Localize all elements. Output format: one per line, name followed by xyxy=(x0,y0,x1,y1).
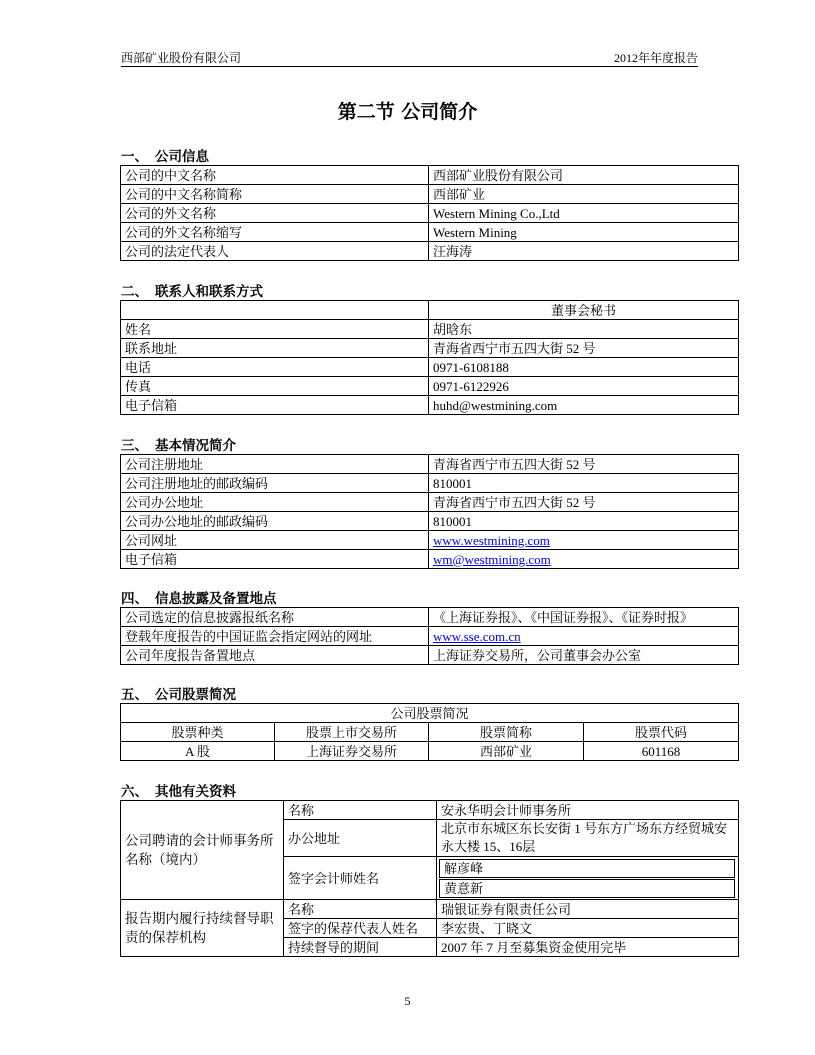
row-label: 姓名 xyxy=(121,320,429,339)
table-row xyxy=(121,377,739,396)
sponsor-period-label: 持续督导的期间 xyxy=(284,938,437,957)
row-value: 810001 xyxy=(429,474,739,493)
sse-link[interactable]: www.sse.com.cn xyxy=(433,628,521,644)
section-number: 一、 xyxy=(121,149,148,165)
row-value: 汪海涛 xyxy=(429,242,739,261)
row-label: 公司选定的信息披露报纸名称 xyxy=(121,608,429,627)
section-number: 三、 xyxy=(121,438,148,454)
column-header: 股票代码 xyxy=(584,723,739,742)
sponsor-label: 报告期内履行持续督导职责的保荐机构 xyxy=(121,900,284,957)
section-title: 公司信息 xyxy=(155,149,209,165)
table-row xyxy=(121,627,739,646)
header-report: 2012年年度报告 xyxy=(613,51,698,65)
page-number: 5 xyxy=(404,994,411,1008)
stock-exchange: 上海证券交易所 xyxy=(275,742,429,761)
table-row xyxy=(121,185,739,204)
row-value: 青海省西宁市五四大街 52 号 xyxy=(429,455,739,474)
section-title: 信息披露及备置地点 xyxy=(155,591,277,607)
sponsor-period: 2007 年 7 月至募集资金使用完毕 xyxy=(437,938,739,957)
row-value: 0971-6108188 xyxy=(429,358,739,377)
section-number: 四、 xyxy=(121,591,148,607)
stock-code: 601168 xyxy=(584,742,739,761)
contact-table xyxy=(120,300,739,415)
auditor-signer-label: 签字会计师姓名 xyxy=(284,857,437,900)
signer-name: 解彦峰 xyxy=(439,859,735,878)
table-header-row xyxy=(121,301,739,320)
table-caption-row xyxy=(121,704,739,723)
table-row xyxy=(121,493,739,512)
auditor-address-label: 办公地址 xyxy=(284,820,437,857)
empty-cell xyxy=(121,301,429,320)
table-caption: 公司股票简况 xyxy=(121,704,739,723)
row-value: 西部矿业股份有限公司 xyxy=(429,166,739,185)
section-heading-other xyxy=(121,780,236,800)
table-row xyxy=(121,339,739,358)
table-header-row xyxy=(121,723,739,742)
row-value: 上海证券交易所，公司董事会办公室 xyxy=(429,646,739,665)
auditor-label: 公司聘请的会计师事务所名称（境内） xyxy=(121,801,284,900)
auditor-name-label: 名称 xyxy=(284,801,437,820)
table-row xyxy=(121,320,739,339)
table-row xyxy=(121,512,739,531)
row-value: Western Mining xyxy=(429,223,739,242)
auditor-address: 北京市东城区东长安街 1 号东方广场东方经贸城安永大楼 15、16层 xyxy=(437,820,739,857)
row-value: 810001 xyxy=(429,512,739,531)
row-label: 联系地址 xyxy=(121,339,429,358)
row-value: 青海省西宁市五四大街 52 号 xyxy=(429,493,739,512)
page-header xyxy=(121,47,698,67)
other-info-table xyxy=(120,800,739,957)
row-value: 0971-6122926 xyxy=(429,377,739,396)
row-value: 西部矿业 xyxy=(429,185,739,204)
row-value: huhd@westmining.com xyxy=(429,396,739,415)
company-info-table xyxy=(120,165,739,261)
section-title: 公司股票简况 xyxy=(155,687,236,703)
sponsor-name-label: 名称 xyxy=(284,900,437,919)
section-heading-contact xyxy=(121,280,263,300)
row-value-cell xyxy=(429,531,739,550)
section-number: 六、 xyxy=(121,784,148,800)
row-value: 《上海证券报》、《中国证券报》、《证券时报》 xyxy=(429,608,739,627)
section-heading-basic-info xyxy=(121,434,236,454)
row-label: 公司的中文名称简称 xyxy=(121,185,429,204)
table-row xyxy=(121,531,739,550)
row-value-cell xyxy=(429,550,739,569)
row-label: 电话 xyxy=(121,358,429,377)
table-row xyxy=(121,646,739,665)
page-title: 第二节 公司简介 xyxy=(337,101,478,123)
sponsor-rep: 李宏贵、丁晓文 xyxy=(437,919,739,938)
row-value: 青海省西宁市五四大街 52 号 xyxy=(429,339,739,358)
table-row xyxy=(121,742,739,761)
row-label: 公司的外文名称 xyxy=(121,204,429,223)
column-header-secretary: 董事会秘书 xyxy=(429,301,739,320)
website-link[interactable]: www.westmining.com xyxy=(433,532,550,548)
section-heading-company-info xyxy=(121,145,209,165)
stock-type: A 股 xyxy=(121,742,275,761)
table-row xyxy=(121,474,739,493)
sponsor-rep-label: 签字的保荐代表人姓名 xyxy=(284,919,437,938)
section-heading-stock xyxy=(121,683,236,703)
header-company: 西部矿业股份有限公司 xyxy=(121,51,242,65)
row-label: 公司网址 xyxy=(121,531,429,550)
column-header: 股票种类 xyxy=(121,723,275,742)
table-row xyxy=(121,358,739,377)
disclosure-table xyxy=(120,607,739,665)
table-row xyxy=(121,396,739,415)
table-row xyxy=(121,242,739,261)
row-label: 传真 xyxy=(121,377,429,396)
stock-table xyxy=(120,703,739,761)
section-title: 其他有关资料 xyxy=(155,784,236,800)
stock-short-name: 西部矿业 xyxy=(429,742,584,761)
row-value: Western Mining Co.,Ltd xyxy=(429,204,739,223)
row-value: 胡晗东 xyxy=(429,320,739,339)
row-label: 公司办公地址 xyxy=(121,493,429,512)
section-number: 五、 xyxy=(121,687,148,703)
table-row xyxy=(121,608,739,627)
section-number: 二、 xyxy=(121,284,148,300)
row-label: 登载年度报告的中国证监会指定网站的网址 xyxy=(121,627,429,646)
auditor-signer-cell xyxy=(437,857,739,900)
basic-info-table xyxy=(120,454,739,569)
row-label: 公司的法定代表人 xyxy=(121,242,429,261)
row-label: 公司的中文名称 xyxy=(121,166,429,185)
signer-name: 黄意新 xyxy=(439,879,735,898)
sponsor-name: 瑞银证券有限责任公司 xyxy=(437,900,739,919)
table-row xyxy=(121,550,739,569)
row-label: 电子信箱 xyxy=(121,550,429,569)
row-label: 电子信箱 xyxy=(121,396,429,415)
row-value-cell xyxy=(429,627,739,646)
table-row xyxy=(121,166,739,185)
section-title: 基本情况简介 xyxy=(155,438,236,454)
column-header: 股票上市交易所 xyxy=(275,723,429,742)
email-link[interactable]: wm@westmining.com xyxy=(433,551,551,567)
section-heading-disclosure xyxy=(121,587,277,607)
table-row xyxy=(121,900,739,919)
table-row xyxy=(121,801,739,820)
section-title: 联系人和联系方式 xyxy=(155,284,263,300)
row-label: 公司办公地址的邮政编码 xyxy=(121,512,429,531)
column-header: 股票简称 xyxy=(429,723,584,742)
row-label: 公司注册地址的邮政编码 xyxy=(121,474,429,493)
row-label: 公司注册地址 xyxy=(121,455,429,474)
row-label: 公司年度报告备置地点 xyxy=(121,646,429,665)
table-row xyxy=(121,204,739,223)
row-label: 公司的外文名称缩写 xyxy=(121,223,429,242)
table-row xyxy=(121,223,739,242)
auditor-name: 安永华明会计师事务所 xyxy=(437,801,739,820)
table-row xyxy=(121,455,739,474)
